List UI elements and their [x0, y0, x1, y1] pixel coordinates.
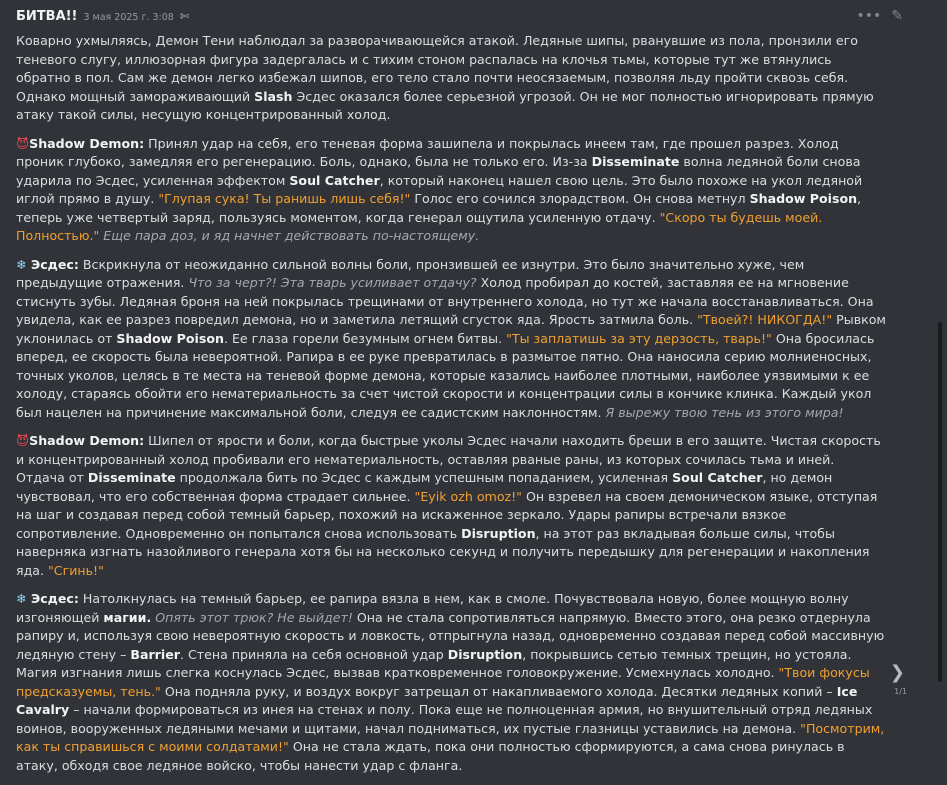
text-segment: Холод пробирал до костей, заставляя ее на мгновение стиснуть зубы. Ледяная броня на ней покрылась трещинами от внутреннего холода, но тут же начала восстанавливаться. Она увидела, как ее разрез повредил демона, но и заметила летящий сгусток яда. Ярость затмила боль. [16, 275, 874, 327]
dialogue-quote: "Ты заплатишь за эту дерзость, тварь!" [506, 330, 772, 346]
bold-text: Disruption [447, 646, 523, 662]
bold-text: Disseminate [87, 470, 176, 485]
text-segment: – начали формироваться из инея на стенах и полу. Пока еще не полноценная армия, но внушительный отряд ледяных воинов, вооруженных ледяными мечами и щитами, начал подниматься, их пустые глазницы уставились на демона. [16, 702, 873, 736]
dialogue-quote: "Сгинь!" [48, 562, 104, 578]
scissors-icon: ✄ [179, 10, 190, 23]
italic-thought: Еще пара доз, и яд начнет действовать по-настоящему. [99, 228, 480, 243]
text-segment: , на этот раз вкладывая больше силы, чтобы наверняка изгнать назойливого генерала хотя бы на несколько секунд и получить передышку для регенерации и накопления яда. [16, 525, 870, 578]
text-segment: Натолкнулась на темный барьер, ее рапира вязла в нем, как в смоле. Почувствовала новую, более мощную волну изгоняющей [16, 591, 849, 625]
text-segment: , но демон чувствовал, что его собственная форма страдает сильнее. [16, 470, 833, 504]
text-segment: Она подняла руку, и воздух вокруг затрещал от накапливаемого холода. Десятки ледяных копий – [160, 683, 837, 699]
italic-thought: Опять этот трюк? Не выйдет! [155, 609, 353, 625]
text-segment: , теперь уже четвертый заряд, пользуясь моментом, когда генерал ощутила усиленную отдачу. [16, 191, 862, 225]
dialogue-quote: "Eyik ozh omoz!" [414, 488, 522, 504]
bold-text: Barrier [130, 646, 180, 662]
scrollbar-thumb[interactable] [938, 322, 942, 682]
text-segment: Эсдес оказался более серьезной угрозой. Он не мог полностью игнорировать прямую атаку такой силы, несущую концентрированный холод. [16, 88, 874, 122]
bold-text: Slash [254, 88, 293, 104]
message-paragraph [16, 135, 886, 246]
text-segment: Вскрикнула от неожиданно сильной волны боли, пронзившей ее изнутри. Это было значительно хуже, чем предыдущие отражения. [16, 256, 805, 290]
text-segment: . Ее глаза горели безумным огнем битвы. [223, 330, 507, 346]
text-segment: Рывком уклонилась от [16, 312, 886, 346]
message-actions [856, 7, 903, 26]
author-name[interactable]: БИТВА!! [16, 9, 78, 24]
bold-text: Soul Catcher [289, 172, 380, 188]
message-paragraph [16, 590, 886, 775]
bold-text: Shadow Poison [116, 330, 224, 346]
italic-thought: Я вырежу твою тень из этого мира! [605, 404, 844, 420]
bold-text: Disseminate [591, 154, 680, 169]
message-paragraph [16, 432, 886, 580]
more-options-icon[interactable]: ••• [856, 8, 882, 24]
dialogue-quote: "Посмотрим, как ты справишься с моими солдатами!" [16, 720, 885, 754]
snowflake-icon: ❄ [16, 256, 27, 272]
message-header [16, 8, 907, 28]
text-segment: . Стена приняла на себя основной удар [179, 646, 448, 662]
italic-thought: Что за черт?! Эта тварь усиливает отдачу? [188, 275, 477, 290]
text-segment: Она бросилась вперед, ее скорость была невероятной. Рапира в ее руке превратилась в размытое пятно. Она наносила серию молниеносных, точных уколов, целясь в те места на теневой форме демона, которые казались наиболее плотными, наиболее уязвимыми к ее холоду, стараясь обойти его нематериальность за счет чистой скорости и концентрации силы в кончике клинка. Каждый укол был нацелен на причинение максимальной боли, следуя ее садистским наклонностям. [16, 330, 875, 420]
text-segment: Принял удар на себя, его теневая форма зашипела и покрылась инеем там, где прошел разрез. Холод проник глубоко, замедляя его регенерацию. Боль, однако, была не только его. Из-за [16, 135, 839, 169]
edit-icon[interactable]: ✎ [891, 8, 903, 24]
demon-emoji-icon: 😈 [16, 433, 30, 448]
text-segment: Голос его сочился злорадством. Он снова метнул [410, 191, 750, 206]
message-paragraph [16, 256, 886, 423]
bold-text: Эсдес: [26, 591, 79, 606]
bold-text: Ice Cavalry [16, 683, 858, 717]
bold-text: магии. [103, 609, 152, 625]
timestamp: 3 мая 2025 г. 3:08 [83, 12, 174, 23]
bold-text: Shadow Demon: [29, 433, 145, 448]
demon-emoji-icon: 😈 [16, 135, 30, 151]
text-segment: , покрывшись сетью темных трещин, но устояла. Магия изгнания лишь слегка коснулась Эсдес, вызвав кратковременное головокружение. Усмехнулась холодно. [16, 646, 852, 680]
bold-text: Эсдес: [26, 256, 79, 272]
message-content [16, 32, 886, 785]
dialogue-quote: "Скоро ты будешь моей. Полностью." [16, 209, 823, 243]
next-page-icon[interactable]: ❯ [889, 662, 905, 683]
dialogue-quote: "Твои фокусы предсказуемы, тень." [16, 665, 870, 699]
snowflake-icon: ❄ [16, 591, 27, 606]
text-segment: Он взревел на своем демоническом языке, отступая на шаг и создавая перед собой темный барьер, похожий на искаженное зеркало. Удары рапиры встречали вязкое сопротивление. Одновременно он попытался снова использовать [16, 488, 878, 541]
text-segment: Коварно ухмыляясь, Демон Тени наблюдал за разворачивающейся атакой. Ледяные шипы, рванувшие из пола, пронзили его теневого слугу, иллюзорная фигура задергалась и с тихим стоном распалась на клочья тьмы, которые тут же втянулись обратно в пол. Сам же демон легко избежал шипов, его тело стало почти неосязаемым, позволяя льду пройти сквозь себя. Однако мощный замораживающий [16, 33, 858, 104]
text-segment: , который наконец нашел свою цель. Это было похоже на укол ледяной иглой прямо в душу. [16, 172, 863, 206]
text-segment: Она не стала сопротивляться напрямую. Вместо этого, она резко отдернула рапиру и, используя свою невероятную скорость и ловкость, отпрыгнула назад, одновременно создавая перед собой массивную ледяную стену – [16, 609, 885, 662]
bold-text: Disruption [461, 525, 536, 541]
dialogue-quote: "Глупая сука! Ты ранишь лишь себя!" [158, 191, 411, 206]
bold-text: Soul Catcher [672, 470, 763, 485]
bold-text: Shadow Demon: [29, 135, 145, 151]
page-indicator: 1/1 [894, 687, 907, 696]
message-paragraph [16, 32, 886, 125]
bold-text: Shadow Poison [749, 191, 858, 206]
text-segment: Шипел от ярости и боли, когда быстрые уколы Эсдес начали находить бреши в его защите. Чистая скорость и концентрированный холод пробивали его нематериальность, оставляя рваные раны, из которых сочилась тьма и иней. Отдача от [16, 433, 881, 485]
text-segment: волна ледяной боли снова ударила по Эсдес, усиленная эффектом [16, 154, 861, 188]
dialogue-quote: "Твоей?! НИКОГДА!" [697, 312, 833, 327]
text-segment: продолжала бить по Эсдес с каждым успешным попаданием, усиленная [175, 470, 673, 485]
text-segment: Она не стала ждать, пока они полностью сформируются, а сама снова ринулась в атаку, обходя свое ледяное войско, чтобы нанести удар с фланга. [16, 739, 845, 773]
